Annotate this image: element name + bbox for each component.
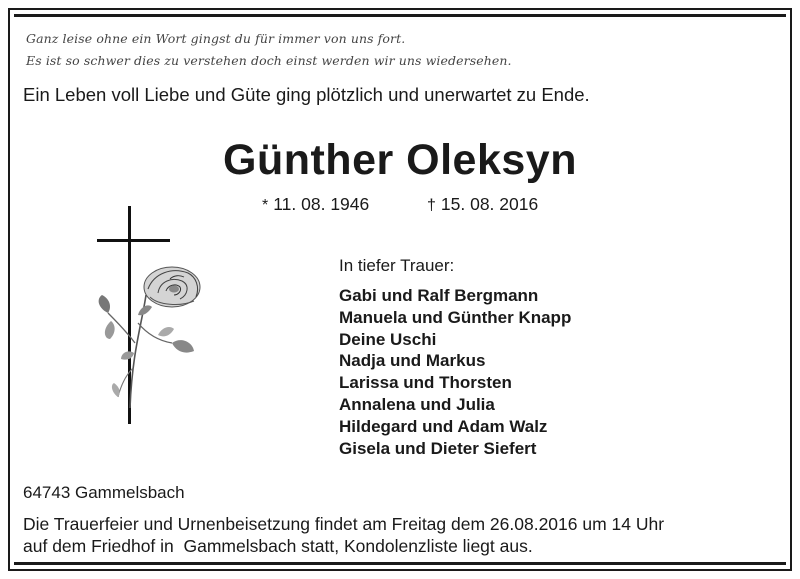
mourner-name: Gabi und Ralf Bergmann [339, 286, 539, 305]
death-date-value: 15. 08. 2016 [440, 194, 539, 214]
place-location: 64743 Gammelsbach [23, 483, 185, 502]
bottom-border-rule [14, 562, 786, 565]
deceased-name: Günther Oleksyn [223, 136, 577, 184]
mourners-block [339, 256, 571, 459]
verse-line-1: Ganz leise ohne ein Wort gingst du für immer von uns fort. [26, 31, 406, 46]
mourners-list [339, 285, 571, 459]
memorial-verse [26, 28, 726, 72]
birth-symbol: * [262, 197, 269, 214]
mourner-name: Manuela und Günther Knapp [339, 307, 572, 327]
mourner-name: Annalena und Julia [339, 394, 495, 414]
mourner-name: Gisela und Dieter Siefert [339, 438, 537, 458]
top-border-rule [14, 14, 786, 17]
mourner-name: Hildegard und Adam Walz [339, 416, 548, 436]
death-symbol: † [427, 197, 436, 214]
obituary-notice [8, 8, 792, 571]
birth-date [262, 194, 369, 215]
mourner-name: Nadja und Markus [339, 351, 486, 371]
mourners-label: In tiefer Trauer: [339, 256, 455, 275]
funeral-notice [23, 513, 664, 557]
mourner-name: Deine Uschi [339, 329, 437, 349]
notice-line-1: Die Trauerfeier und Urnenbeisetzung findet am Freitag dem 26.08.2016 um 14 Uhr [23, 514, 665, 534]
cross-with-rose-icon [88, 203, 218, 425]
verse-line-2: Es ist so schwer dies zu verstehen doch einst werden wir uns wiedersehen. [26, 53, 512, 68]
birth-date-value: 11. 08. 1946 [273, 194, 370, 214]
mourner-name: Larissa und Thorsten [339, 373, 512, 393]
intro-text: Ein Leben voll Liebe und Güte ging plötzlich und unerwartet zu Ende. [23, 84, 590, 105]
death-date [427, 194, 538, 215]
notice-line-2: auf dem Friedhof in Gammelsbach statt, Kondolenzliste liegt aus. [23, 536, 533, 556]
